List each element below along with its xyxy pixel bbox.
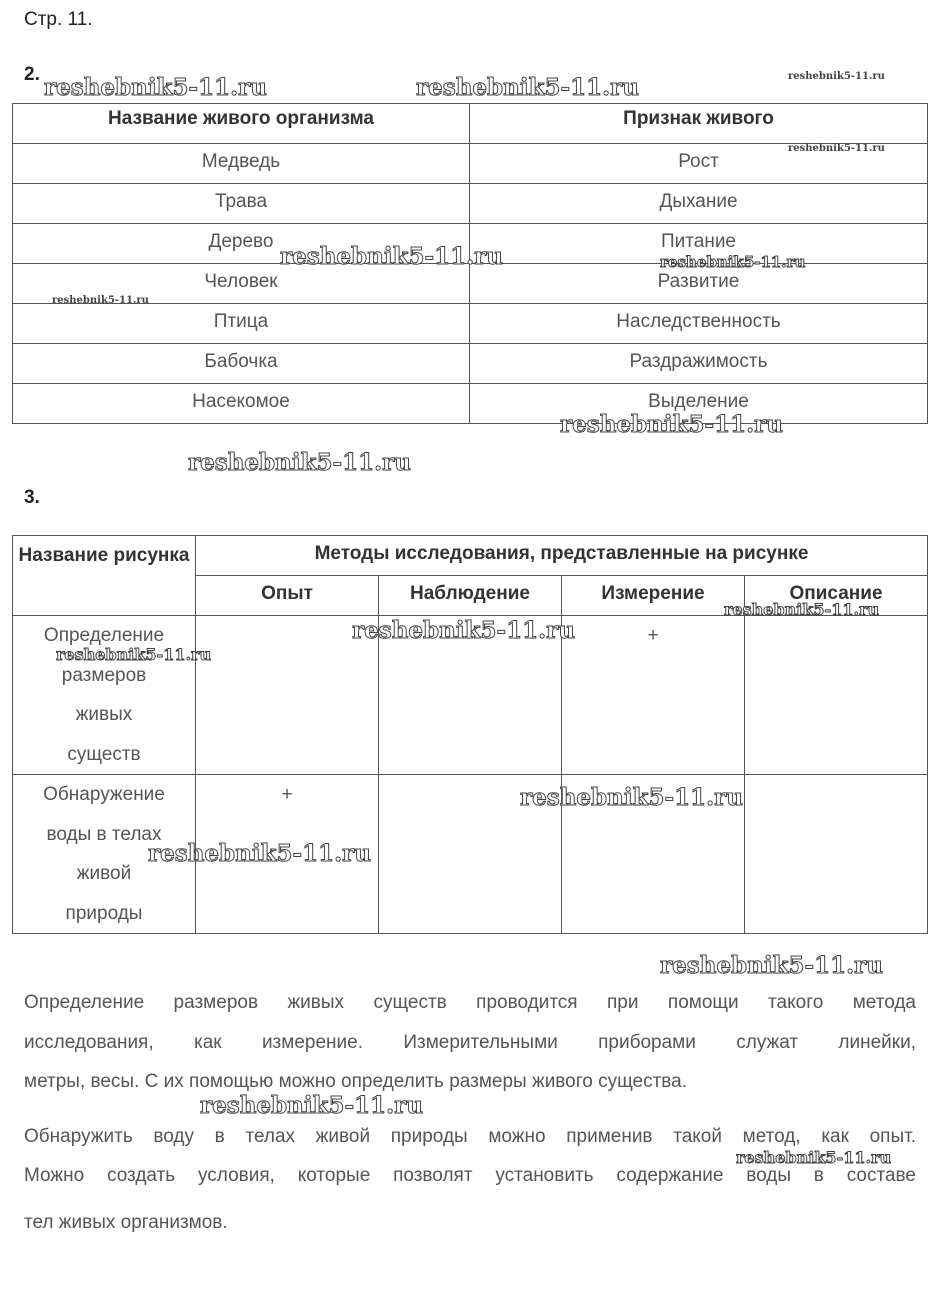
organism-cell: Трава	[13, 184, 470, 224]
watermark: reshebnik5-11.ru	[660, 253, 806, 271]
sign-cell: Наследственность	[470, 304, 928, 344]
mark-cell	[745, 775, 928, 934]
watermark: reshebnik5-11.ru	[52, 295, 149, 306]
mark-cell: +	[562, 616, 745, 775]
watermark: reshebnik5-11.ru	[352, 617, 575, 644]
table-row	[13, 344, 928, 384]
header-methods: Методы исследования, представленные на рисунке	[196, 536, 928, 576]
header-picture-name: Название рисунка	[13, 536, 196, 616]
task-3-table	[12, 535, 928, 934]
organism-cell: Птица	[13, 304, 470, 344]
watermark: reshebnik5-11.ru	[416, 74, 639, 101]
mark-cell: +	[196, 775, 379, 934]
method-measurement: Измерение	[562, 576, 745, 616]
page-reference: Стр. 11.	[24, 9, 93, 30]
organism-cell: Насекомое	[13, 384, 470, 424]
method-description: Описание	[745, 576, 928, 616]
picture-name-cell: Определение размеров живых существ	[13, 616, 196, 775]
sign-cell: Развитие	[470, 264, 928, 304]
sign-cell: Рост	[470, 144, 928, 184]
organism-cell: Медведь	[13, 144, 470, 184]
table-row	[13, 384, 928, 424]
watermark: reshebnik5-11.ru	[660, 952, 883, 979]
watermark: reshebnik5-11.ru	[44, 74, 267, 101]
organism-cell: Бабочка	[13, 344, 470, 384]
task-3-number: 3.	[24, 487, 40, 508]
header-sign: Признак живого	[470, 104, 928, 144]
watermark: reshebnik5-11.ru	[724, 600, 880, 619]
sign-cell: Дыхание	[470, 184, 928, 224]
sign-cell: Раздражимость	[470, 344, 928, 384]
organism-cell: Дерево	[13, 224, 470, 264]
mark-cell	[745, 616, 928, 775]
sign-cell: Выделение	[470, 384, 928, 424]
sign-cell: Питание	[470, 224, 928, 264]
picture-name-cell: Обнаружение воды в телах живой природы	[13, 775, 196, 934]
watermark: reshebnik5-11.ru	[200, 1092, 423, 1119]
watermark: reshebnik5-11.ru	[188, 449, 411, 476]
table-row	[13, 184, 928, 224]
watermark: reshebnik5-11.ru	[788, 71, 885, 82]
watermark: reshebnik5-11.ru	[148, 840, 371, 867]
watermark: reshebnik5-11.ru	[56, 645, 212, 664]
watermark: reshebnik5-11.ru	[560, 411, 783, 438]
watermark: reshebnik5-11.ru	[280, 243, 503, 270]
task-2-number: 2.	[24, 64, 40, 85]
header-organism: Название живого организма	[13, 104, 470, 144]
organism-cell: Человек	[13, 264, 470, 304]
method-experiment: Опыт	[196, 576, 379, 616]
table-row	[13, 304, 928, 344]
watermark: reshebnik5-11.ru	[520, 784, 743, 811]
method-observation: Наблюдение	[379, 576, 562, 616]
watermark: reshebnik5-11.ru	[736, 1148, 892, 1167]
watermark: reshebnik5-11.ru	[788, 143, 885, 154]
